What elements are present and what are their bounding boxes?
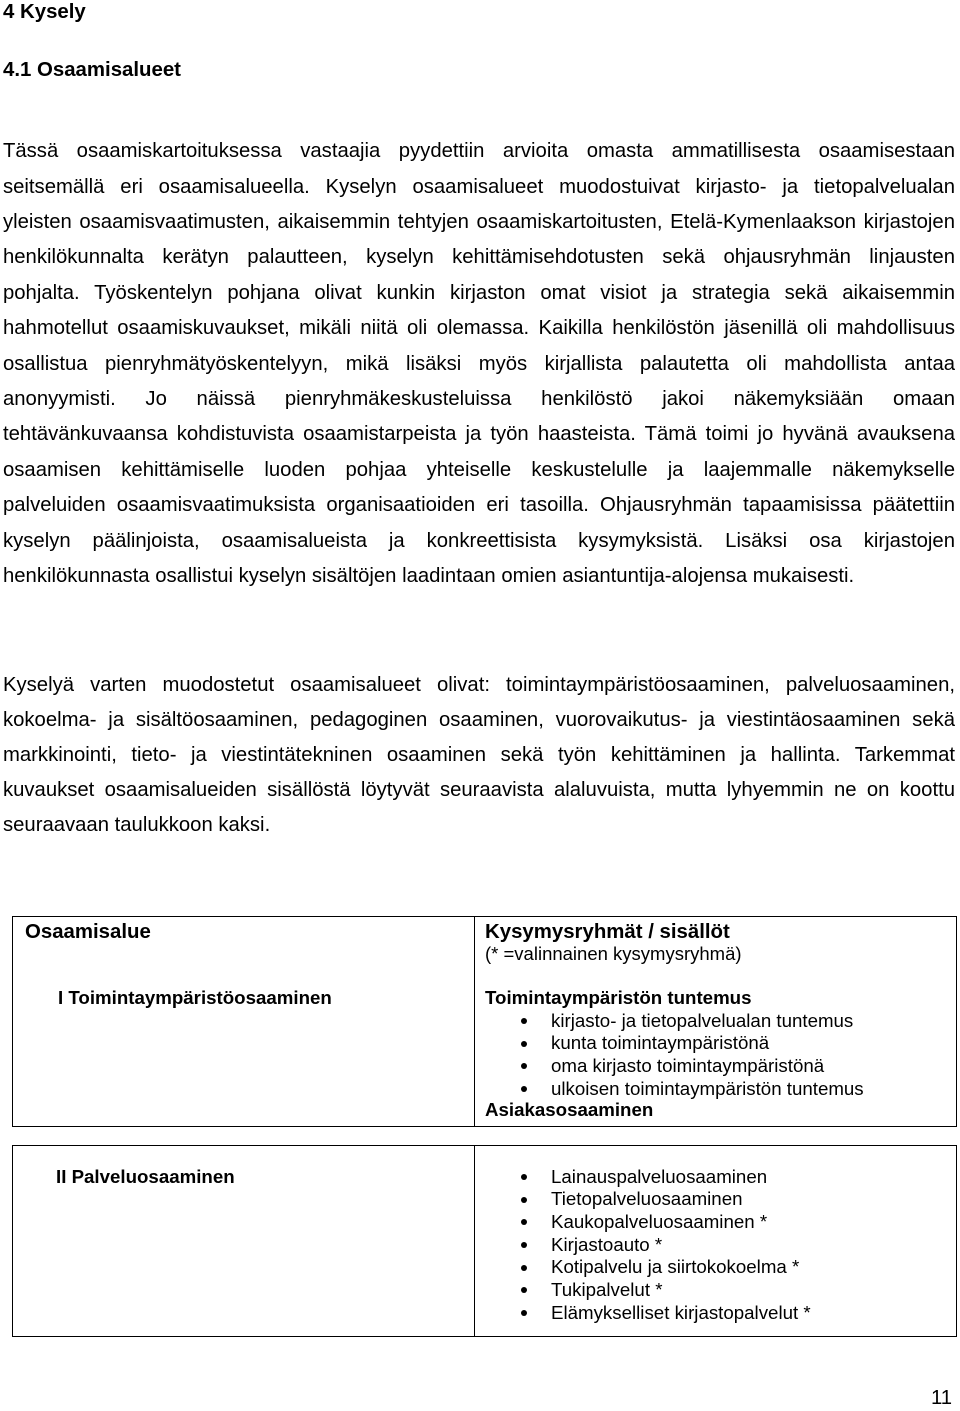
table-header-note: (* =valinnainen kysymysryhmä) (485, 943, 742, 964)
question-group-item (512, 1010, 864, 1033)
question-group-item-label: Kirjastoauto * (551, 1233, 663, 1255)
competence-table-block-2 (12, 1145, 957, 1337)
question-group-item-label: Elämykselliset kirjastopalvelut * (551, 1301, 811, 1323)
paragraph-line: palveluiden osaamisvaatimuksista organisaatioiden eri tasoilla. Ohjausryhmän tapaamisissa päätettiin (3, 494, 955, 517)
paragraph-line: henkilökunnalta kerätyn palautteen, kyselyn kehittämisehdotusten sekä ohjausryhmän linjausten (3, 246, 955, 269)
body-paragraph-1 (3, 134, 955, 594)
question-group-item (512, 1256, 811, 1279)
bullet-icon (521, 1197, 527, 1203)
question-group-item (512, 1055, 864, 1078)
paragraph-line: osallistua pienryhmätyöskentelyyn, mikä lisäksi myös kirjallista palautetta oli mahdollista antaa (3, 352, 955, 375)
paragraph-line: osaamisen kehittämiselle luoden pohjaa yhteiselle keskustelulle ja laajemmalle näkemykselle (3, 458, 955, 481)
question-group-item-label: Kotipalvelu ja siirtokokoelma * (551, 1256, 800, 1278)
question-group-item (512, 1166, 811, 1189)
bullet-icon (521, 1265, 527, 1271)
body-paragraph-2 (3, 668, 955, 843)
bullet-icon (521, 1310, 527, 1316)
paragraph-line: tehtävänkuvaansa kohdistuvista osaamistarpeista ja työn haasteista. Tämä toimi jo hyvänä avauksena (3, 423, 955, 446)
question-group-title: Asiakasosaaminen (485, 1099, 654, 1120)
bullet-icon (521, 1287, 527, 1293)
paragraph-line: hahmotellut osaamiskuvaukset, mikäli niitä oli olemassa. Kaikilla henkilöstön jäsenillä oli mahdollisuus (3, 317, 955, 340)
paragraph-line: kyselyn päälinjoista, osaamisalueista ja konkreettisista kysymyksistä. Lisäksi osa kirjastojen (3, 529, 955, 552)
competence-area-label: II Palveluosaaminen (56, 1166, 235, 1187)
table-header-area: Osaamisalue (25, 921, 151, 943)
bullet-icon (521, 1086, 527, 1092)
paragraph-line: pohjalta. Työskentelyn pohjana olivat kunkin kirjaston omat visiot ja strategia sekä aikaisemmin (3, 281, 955, 304)
question-group-item (512, 1188, 811, 1211)
table-header-contents: Kysymysryhmät / sisällöt (485, 921, 730, 943)
paragraph-line: Tässä osaamiskartoituksessa vastaajia pyydettiin arvioita omasta ammatillisesta osaamisestaan (3, 140, 955, 163)
question-group-item (512, 1211, 811, 1234)
question-group-title: Toimintaympäristön tuntemus (485, 987, 752, 1008)
question-group-item (512, 1234, 811, 1257)
bullet-icon (521, 1219, 527, 1225)
paragraph-line: kuvaukset osaamisalueiden sisällöstä löytyvät seuraavista alaluvuista, mutta lyhyemmin ne on koottu (3, 778, 955, 801)
question-group-item (512, 1279, 811, 1302)
question-group-item-label: kirjasto- ja tietopalvelualan tuntemus (551, 1009, 854, 1031)
paragraph-line: markkinointi, tieto- ja viestintätekninen osaaminen sekä työn kehittäminen ja hallinta. Tarkemmat (3, 743, 955, 766)
question-group-item-label: kunta toimintaympäristönä (551, 1032, 770, 1054)
question-group-item (512, 1078, 864, 1101)
column-divider (474, 1146, 475, 1336)
section-heading: 4.1 Osaamisalueet (3, 59, 181, 81)
question-group-item-label: Kaukopalveluosaaminen * (551, 1210, 768, 1232)
bullet-icon (521, 1242, 527, 1248)
bullet-icon (521, 1018, 527, 1024)
bullet-icon (521, 1063, 527, 1069)
paragraph-line: Kyselyä varten muodostetut osaamisalueet olivat: toimintaympäristöosaaminen, palveluosaaminen, (3, 673, 955, 696)
competence-area-label: I Toimintaympäristöosaaminen (58, 987, 332, 1008)
question-group-list (512, 1010, 864, 1101)
question-group-item (512, 1302, 811, 1325)
question-group-item (512, 1032, 864, 1055)
bullet-icon (521, 1041, 527, 1047)
paragraph-line: yleisten osaamisvaatimusten, aikaisemmin tehtyjen osaamiskartoitusten, Etelä-Kymenlaakson kirjastojen (3, 211, 955, 234)
question-group-list (512, 1166, 811, 1325)
page-number: 11 (930, 1387, 952, 1409)
question-group-item-label: Tietopalveluosaaminen (551, 1188, 743, 1210)
question-group-item-label: oma kirjasto toimintaympäristönä (551, 1054, 825, 1076)
paragraph-line: seuraavaan taulukkoon kaksi. (3, 813, 271, 836)
bullet-icon (521, 1174, 527, 1180)
chapter-heading: 4 Kysely (3, 1, 86, 23)
paragraph-line: henkilökunnasta osallistui kyselyn sisältöjen laadintaan omien asiantuntija-alojensa mukaisesti. (3, 564, 855, 587)
paragraph-line: anonyymisti. Jo näissä pienryhmäkeskusteluissa henkilöstö jakoi näkemyksiään omaan (3, 388, 955, 411)
column-divider (474, 917, 475, 1126)
paragraph-line: seitsemällä eri osaamisalueella. Kyselyn osaamisalueet muodostuivat kirjasto- ja tietopalvelualan (3, 175, 955, 198)
question-group-item-label: Lainauspalveluosaaminen (551, 1165, 768, 1187)
paragraph-line: kokoelma- ja sisältöosaaminen, pedagoginen osaaminen, vuorovaikutus- ja viestintäosaaminen sekä (3, 708, 955, 731)
question-group-item-label: ulkoisen toimintaympäristön tuntemus (551, 1077, 864, 1099)
question-group-item-label: Tukipalvelut * (551, 1278, 663, 1300)
competence-table-block-1 (12, 916, 957, 1127)
